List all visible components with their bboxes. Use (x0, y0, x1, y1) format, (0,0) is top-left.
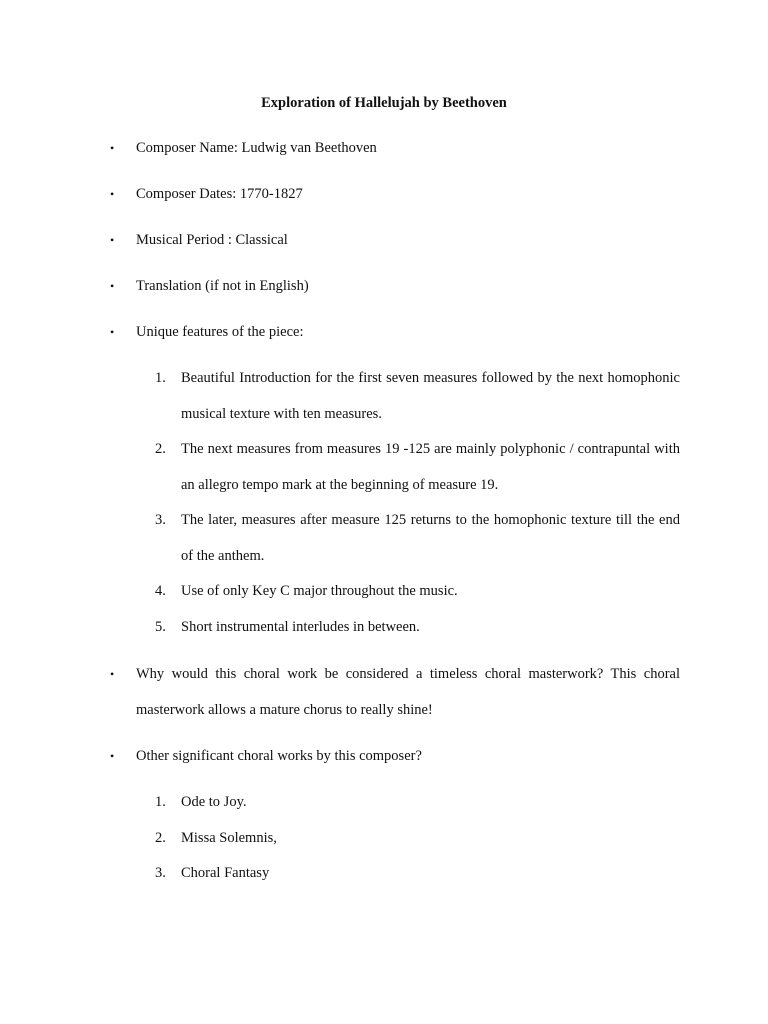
list-text: Beautiful Introduction for the first seven measures followed by the next homophonic musical texture with ten measures. (181, 370, 680, 422)
list-text: Use of only Key C major throughout the music. (181, 583, 458, 599)
bullet-text: Composer Dates: 1770-1827 (136, 186, 303, 202)
bullet-unique-features (110, 315, 680, 351)
bullet-composer-dates (110, 177, 680, 213)
bullet-dot: • (110, 233, 115, 247)
list-text: The later, measures after measure 125 returns to the homophonic texture till the end of the anthem. (181, 512, 680, 564)
bullet-text: Musical Period : Classical (136, 232, 288, 248)
list-text: Ode to Joy. (181, 794, 247, 810)
list-item (155, 610, 680, 646)
bullet-text: Unique features of the piece: (136, 324, 304, 340)
bullet-text: Composer Name: Ludwig van Beethoven (136, 140, 377, 156)
bullet-dot: • (110, 667, 115, 681)
list-text: Missa Solemnis, (181, 829, 277, 846)
bullet-dot: • (110, 749, 115, 763)
list-item (155, 856, 680, 892)
bullet-dot: • (110, 187, 115, 201)
other-works-list (155, 785, 680, 892)
list-number: 3. (155, 512, 166, 528)
bullet-translation (110, 269, 680, 305)
bullet-masterwork-question (110, 657, 680, 728)
list-item (155, 574, 680, 610)
bullet-composer-name (110, 131, 680, 167)
list-text: The next measures from measures 19 -125 are mainly polyphonic / contrapuntal with an allegro tempo mark at the beginning of measure 19. (181, 441, 680, 493)
list-number: 2. (155, 829, 166, 846)
bullet-text: Other significant choral works by this composer? (136, 748, 422, 764)
document-title: Exploration of Hallelujah by Beethoven (261, 95, 507, 111)
bullet-dot: • (110, 279, 115, 293)
bullet-dot: • (110, 325, 115, 339)
list-text: Choral Fantasy (181, 865, 270, 881)
list-item (155, 432, 680, 503)
list-item (155, 821, 680, 857)
list-number: 4. (155, 583, 166, 599)
list-text: Short instrumental interludes in between. (181, 618, 420, 635)
list-number: 5. (155, 618, 166, 635)
bullet-other-works (110, 739, 680, 775)
list-item (155, 785, 680, 821)
list-number: 2. (155, 441, 166, 457)
list-item (155, 503, 680, 574)
list-number: 3. (155, 865, 166, 881)
bullet-text: Translation (if not in English) (136, 278, 309, 294)
bullet-dot: • (110, 141, 115, 155)
features-list (155, 361, 680, 645)
list-item (155, 361, 680, 432)
list-number: 1. (155, 794, 166, 810)
list-number: 1. (155, 370, 166, 386)
bullet-musical-period (110, 223, 680, 259)
bullet-text: Why would this choral work be considered a timeless choral masterwork? This choral masterwork allows a mature chorus to really shine! (136, 666, 680, 718)
